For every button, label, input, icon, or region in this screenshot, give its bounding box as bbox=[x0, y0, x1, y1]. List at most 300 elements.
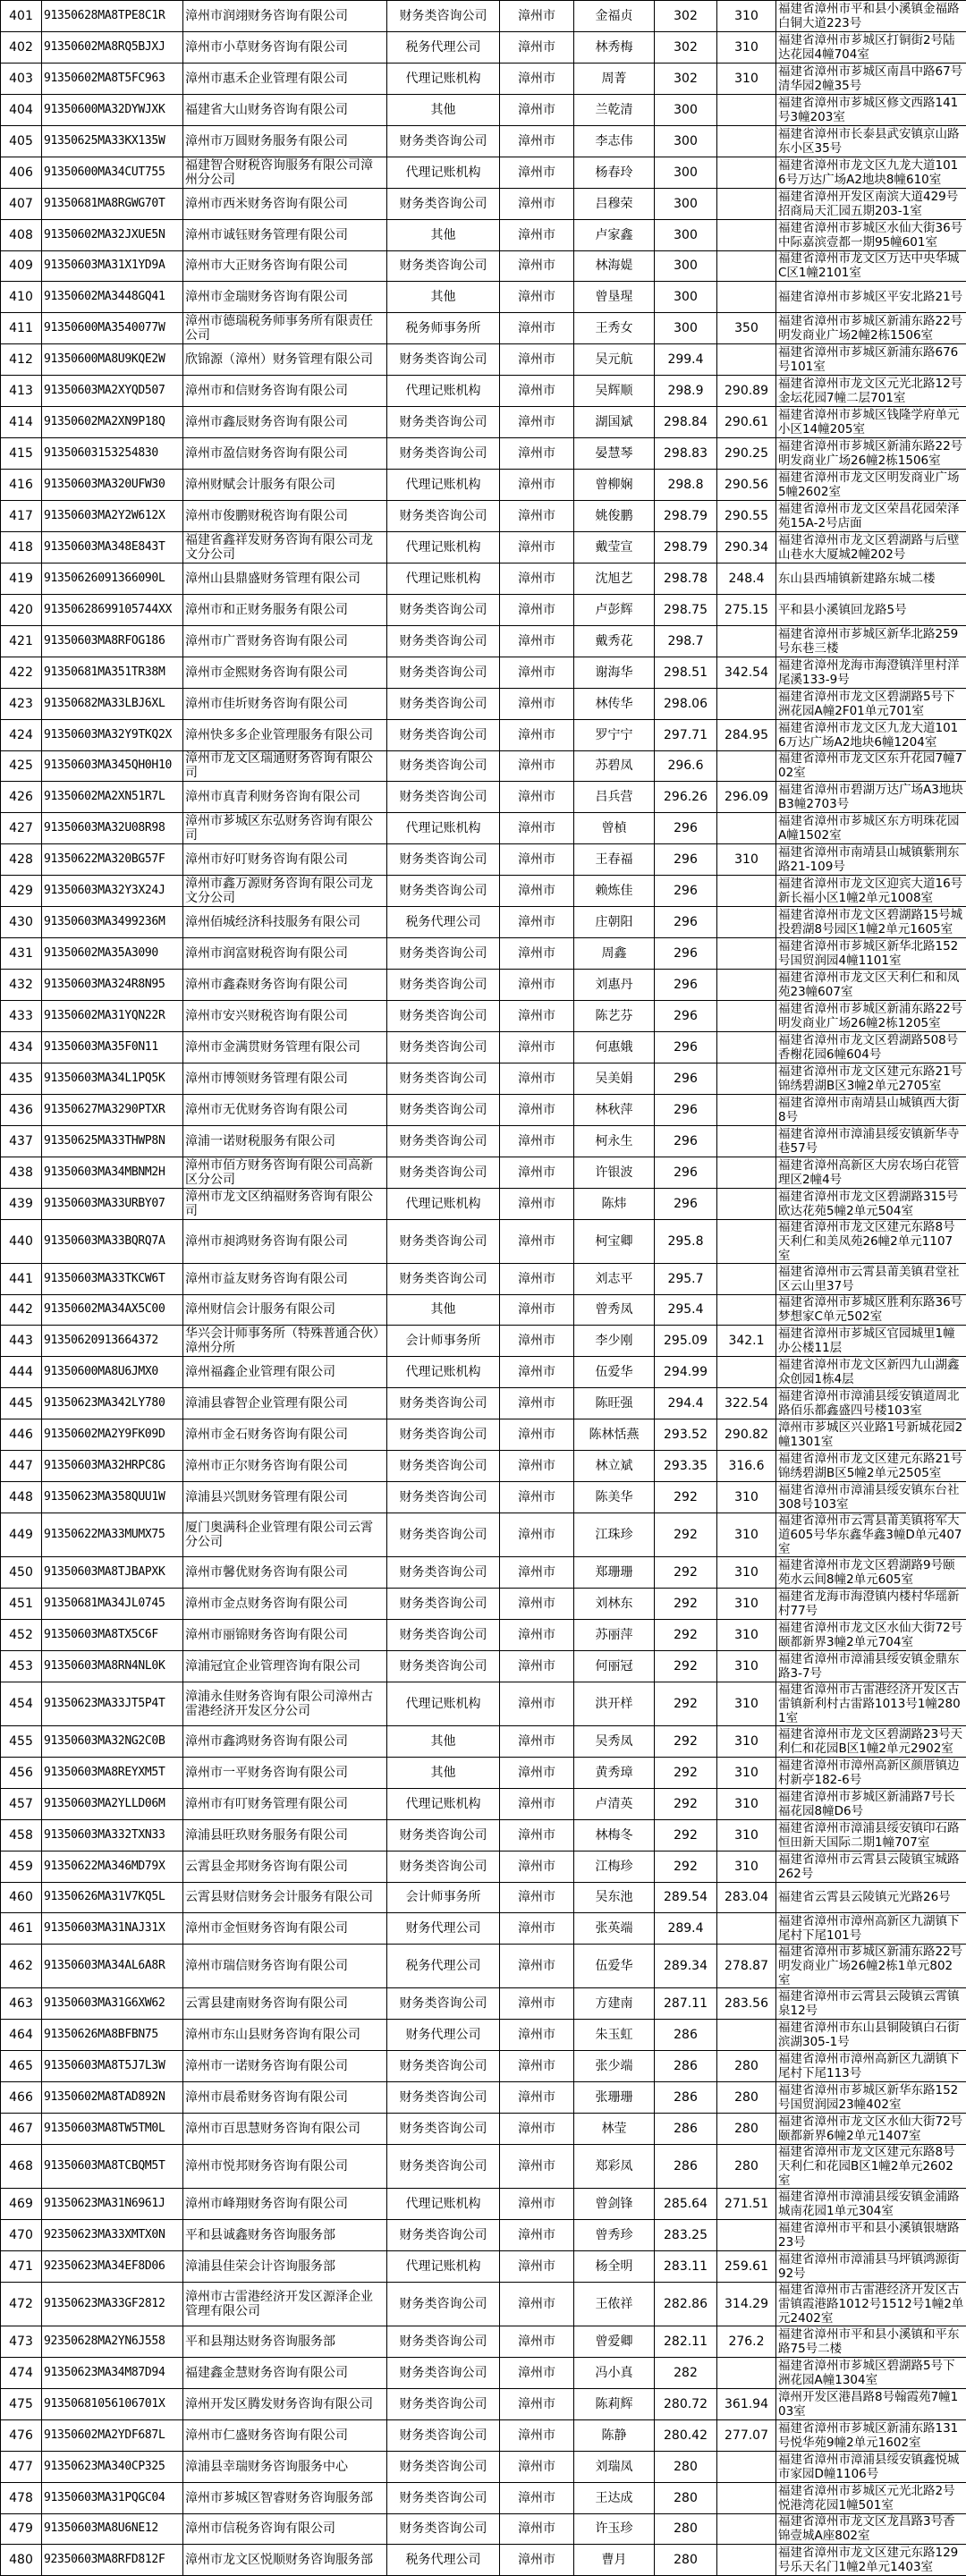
credit-code: 91350627MA3290PTXR bbox=[42, 1094, 183, 1125]
address: 东山县西埔镇新建路东城二楼 bbox=[776, 563, 966, 594]
row-index: 419 bbox=[1, 563, 42, 594]
company-name: 漳州市真青利财务咨询有限公司 bbox=[183, 782, 387, 813]
city: 漳州市 bbox=[500, 250, 574, 282]
city: 漳州市 bbox=[500, 1513, 574, 1557]
company-type: 财务类咨询公司 bbox=[387, 1451, 500, 1482]
company-type: 代理记账机构 bbox=[387, 470, 500, 501]
contact-person: 曾剑锋 bbox=[574, 2189, 655, 2220]
value-b: 310 bbox=[717, 1482, 776, 1513]
company-type: 代理记账机构 bbox=[387, 1788, 500, 1819]
row-index: 412 bbox=[1, 344, 42, 376]
contact-person: 杨春玲 bbox=[574, 157, 655, 188]
value-a: 280 bbox=[655, 2545, 717, 2576]
contact-person: 姚俊鹏 bbox=[574, 501, 655, 532]
table-row bbox=[1, 2282, 966, 2326]
credit-code: 91350603MA34MBNM2H bbox=[42, 1157, 183, 1188]
contact-person: 苏碧凤 bbox=[574, 750, 655, 782]
credit-code: 91350603MA34AL6A8R bbox=[42, 1945, 183, 1988]
credit-code: 91350681MA351TR38M bbox=[42, 657, 183, 688]
credit-code: 91350603MA35F0N11 bbox=[42, 1031, 183, 1063]
contact-person: 陈静 bbox=[574, 2419, 655, 2451]
company-type: 财务类咨询公司 bbox=[387, 501, 500, 532]
contact-person: 张少端 bbox=[574, 2051, 655, 2082]
contact-person: 林立斌 bbox=[574, 1451, 655, 1482]
company-name: 漳州市德瑞税务师事务所有限责任公司 bbox=[183, 313, 387, 344]
row-index: 476 bbox=[1, 2419, 42, 2451]
value-b: 275.15 bbox=[717, 594, 776, 625]
table-row bbox=[1, 1619, 966, 1650]
value-a: 294.99 bbox=[655, 1357, 717, 1388]
row-index: 475 bbox=[1, 2388, 42, 2419]
contact-person: 林传华 bbox=[574, 688, 655, 719]
company-name: 漳州福鑫企业管理有限公司 bbox=[183, 1357, 387, 1388]
address: 福建省漳州市漳浦县绥安镇新华寺巷57号 bbox=[776, 1125, 966, 1157]
row-index: 440 bbox=[1, 1219, 42, 1263]
row-index: 437 bbox=[1, 1125, 42, 1157]
address: 福建省漳州市芗城区新浦东路22号明发商业广场26幢2栋1506室 bbox=[776, 438, 966, 470]
city: 漳州市 bbox=[500, 2051, 574, 2082]
city: 漳州市 bbox=[500, 1757, 574, 1788]
value-b bbox=[717, 1294, 776, 1326]
credit-code: 91350603MA8REYXM5T bbox=[42, 1757, 183, 1788]
credit-code: 91350602MA31YQN22R bbox=[42, 1001, 183, 1032]
city: 漳州市 bbox=[500, 438, 574, 470]
city: 漳州市 bbox=[500, 188, 574, 219]
row-index: 471 bbox=[1, 2250, 42, 2282]
city: 漳州市 bbox=[500, 1031, 574, 1063]
table-row bbox=[1, 1757, 966, 1788]
company-type: 财务类咨询公司 bbox=[387, 2357, 500, 2388]
table-row bbox=[1, 688, 966, 719]
contact-person: 林秋萍 bbox=[574, 1094, 655, 1125]
contact-person: 晏慧琴 bbox=[574, 438, 655, 470]
row-index: 408 bbox=[1, 219, 42, 250]
value-a: 280 bbox=[655, 2513, 717, 2545]
address: 福建省漳州市龙文区水仙大街72号颐都新界3幢2单元704室 bbox=[776, 1619, 966, 1650]
city: 漳州市 bbox=[500, 2114, 574, 2145]
city: 漳州市 bbox=[500, 1650, 574, 1682]
value-b bbox=[717, 219, 776, 250]
company-name: 漳州市龙文区悦顺财务咨询服务部 bbox=[183, 2545, 387, 2576]
value-b: 280 bbox=[717, 2082, 776, 2114]
value-a: 296 bbox=[655, 1063, 717, 1094]
address: 福建省漳州市龙文区碧湖路9号颐苑水云间8幢2单元605室 bbox=[776, 1557, 966, 1589]
company-name: 漳州市一平财务咨询有限公司 bbox=[183, 1757, 387, 1788]
company-type: 财务类咨询公司 bbox=[387, 2114, 500, 2145]
company-name: 漳州市大正财务咨询有限公司 bbox=[183, 250, 387, 282]
credit-code: 92350623MA33XMTX0N bbox=[42, 2220, 183, 2251]
city: 漳州市 bbox=[500, 1219, 574, 1263]
row-index: 472 bbox=[1, 2282, 42, 2326]
contact-person: 张英端 bbox=[574, 1913, 655, 1945]
value-a: 298.06 bbox=[655, 688, 717, 719]
address: 福建省漳州市云霄县云陵镇云霄镇泉12号 bbox=[776, 1988, 966, 2020]
company-type: 代理记账机构 bbox=[387, 813, 500, 844]
company-type: 会计师事务所 bbox=[387, 1882, 500, 1913]
value-a: 292 bbox=[655, 1589, 717, 1620]
table-row bbox=[1, 625, 966, 657]
contact-person: 赖炼佳 bbox=[574, 876, 655, 907]
company-name: 漳州山县鼎盛财务管理有限公司 bbox=[183, 563, 387, 594]
city: 漳州市 bbox=[500, 2451, 574, 2482]
contact-person: 王春福 bbox=[574, 844, 655, 876]
value-a: 294.4 bbox=[655, 1388, 717, 1419]
address: 福建省漳州高新区大房农场白花管理区2幢4号 bbox=[776, 1157, 966, 1188]
value-a: 293.35 bbox=[655, 1451, 717, 1482]
table-row bbox=[1, 2020, 966, 2051]
company-name: 漳州市百思慧财务咨询有限公司 bbox=[183, 2114, 387, 2145]
city: 漳州市 bbox=[500, 2082, 574, 2114]
company-type: 财务类咨询公司 bbox=[387, 125, 500, 157]
row-index: 416 bbox=[1, 470, 42, 501]
company-name: 漳州市鑫辰财务咨询有限公司 bbox=[183, 407, 387, 438]
company-name: 漳州市古雷港经济开发区源泽企业管理有限公司 bbox=[183, 2282, 387, 2326]
credit-code: 91350603MA8RN4NL0K bbox=[42, 1650, 183, 1682]
city: 漳州市 bbox=[500, 1988, 574, 2020]
value-b bbox=[717, 1094, 776, 1125]
address: 平和县小溪镇回龙路5号 bbox=[776, 594, 966, 625]
credit-code: 91350602MA32JXUE5N bbox=[42, 219, 183, 250]
value-b bbox=[717, 2545, 776, 2576]
value-a: 300 bbox=[655, 219, 717, 250]
value-b: 350 bbox=[717, 313, 776, 344]
value-a: 292 bbox=[655, 1619, 717, 1650]
company-type: 其他 bbox=[387, 219, 500, 250]
contact-person: 吕穆荣 bbox=[574, 188, 655, 219]
company-type: 税务代理公司 bbox=[387, 2545, 500, 2576]
address: 福建省漳州市漳浦县绥安镇鑫悦城市家园D幢1106号 bbox=[776, 2451, 966, 2482]
row-index: 404 bbox=[1, 94, 42, 125]
value-b bbox=[717, 750, 776, 782]
address: 福建省漳州市龙文区建元东路129号乐天名门1幢2单元1403室 bbox=[776, 2545, 966, 2576]
credit-code: 91350602MA3448GQ41 bbox=[42, 282, 183, 313]
company-type: 财务类咨询公司 bbox=[387, 1650, 500, 1682]
value-b bbox=[717, 907, 776, 938]
value-a: 280.42 bbox=[655, 2419, 717, 2451]
value-a: 295.8 bbox=[655, 1219, 717, 1263]
value-a: 300 bbox=[655, 188, 717, 219]
value-b: 290.25 bbox=[717, 438, 776, 470]
city: 漳州市 bbox=[500, 970, 574, 1001]
contact-person: 卢家鑫 bbox=[574, 219, 655, 250]
company-name: 云霄县财信财务会计服务有限公司 bbox=[183, 1882, 387, 1913]
table-row bbox=[1, 1157, 966, 1188]
value-b: 316.6 bbox=[717, 1451, 776, 1482]
credit-code: 91350622MA320BG57F bbox=[42, 844, 183, 876]
city: 漳州市 bbox=[500, 2357, 574, 2388]
city: 漳州市 bbox=[500, 813, 574, 844]
table-row bbox=[1, 94, 966, 125]
table-row bbox=[1, 1589, 966, 1620]
credit-code: 91350603MA345QH0H10 bbox=[42, 750, 183, 782]
row-index: 461 bbox=[1, 1913, 42, 1945]
table-row bbox=[1, 2326, 966, 2357]
value-a: 295.09 bbox=[655, 1326, 717, 1357]
company-name: 漳州市瑞信财务咨询有限公司 bbox=[183, 1945, 387, 1988]
row-index: 405 bbox=[1, 125, 42, 157]
company-type: 代理记账机构 bbox=[387, 563, 500, 594]
value-b: 322.54 bbox=[717, 1388, 776, 1419]
credit-code: 91350620913664372 bbox=[42, 1326, 183, 1357]
credit-code: 91350682MA33LBJ6XL bbox=[42, 688, 183, 719]
company-name: 漳州财赋会计服务有限公司 bbox=[183, 470, 387, 501]
value-a: 292 bbox=[655, 1788, 717, 1819]
city: 漳州市 bbox=[500, 594, 574, 625]
company-type: 代理记账机构 bbox=[387, 63, 500, 94]
value-b: 283.04 bbox=[717, 1882, 776, 1913]
value-a: 286 bbox=[655, 2145, 717, 2189]
value-a: 298.84 bbox=[655, 407, 717, 438]
value-b: 310 bbox=[717, 1757, 776, 1788]
company-name: 漳州市信税务咨询有限公司 bbox=[183, 2513, 387, 2545]
city: 漳州市 bbox=[500, 657, 574, 688]
credit-code: 91350603MA2XYQD507 bbox=[42, 376, 183, 407]
address: 福建省漳州开发区南滨大道429号招商局天汇园五期203-1室 bbox=[776, 188, 966, 219]
value-b: 310 bbox=[717, 1851, 776, 1882]
value-a: 292 bbox=[655, 1650, 717, 1682]
value-b: 277.07 bbox=[717, 2419, 776, 2451]
value-a: 298.51 bbox=[655, 657, 717, 688]
company-name: 漳州市和信财务咨询有限公司 bbox=[183, 376, 387, 407]
contact-person: 吴美娟 bbox=[574, 1063, 655, 1094]
contact-person: 陈艺芬 bbox=[574, 1001, 655, 1032]
credit-code: 91350603MA32HRPC8G bbox=[42, 1451, 183, 1482]
address: 福建省漳州市漳浦县绥安镇印石路恒田新天国际二期1幢707室 bbox=[776, 1819, 966, 1851]
value-a: 298.78 bbox=[655, 563, 717, 594]
row-index: 418 bbox=[1, 531, 42, 563]
address: 福建省漳州市南靖县山城镇西大街8号 bbox=[776, 1094, 966, 1125]
value-a: 280.72 bbox=[655, 2388, 717, 2419]
address: 福建省漳州市龙文区迎宾大道16号新长福小区1幢2单元1008室 bbox=[776, 876, 966, 907]
company-type: 代理记账机构 bbox=[387, 2250, 500, 2282]
credit-code: 91350623MA33GF2812 bbox=[42, 2282, 183, 2326]
company-name: 漳州市正尔财务咨询有限公司 bbox=[183, 1451, 387, 1482]
table-row bbox=[1, 250, 966, 282]
table-row bbox=[1, 1451, 966, 1482]
company-type: 财务类咨询公司 bbox=[387, 1125, 500, 1157]
value-b bbox=[717, 2451, 776, 2482]
address: 福建省漳州市龙文区天利仁和和凤苑23幢607室 bbox=[776, 970, 966, 1001]
company-type: 代理记账机构 bbox=[387, 157, 500, 188]
contact-person: 刘林东 bbox=[574, 1589, 655, 1620]
city: 漳州市 bbox=[500, 501, 574, 532]
city: 漳州市 bbox=[500, 782, 574, 813]
credit-code: 91350603MA8TX5C6F bbox=[42, 1619, 183, 1650]
value-b: 310 bbox=[717, 1, 776, 32]
company-name: 漳浦县旺玖财务服务有限公司 bbox=[183, 1819, 387, 1851]
table-row bbox=[1, 1513, 966, 1557]
city: 漳州市 bbox=[500, 1063, 574, 1094]
city: 漳州市 bbox=[500, 750, 574, 782]
value-a: 302 bbox=[655, 63, 717, 94]
contact-person: 冯小真 bbox=[574, 2357, 655, 2388]
city: 漳州市 bbox=[500, 2482, 574, 2513]
address: 福建省漳州市龙文区荣昌花园荣泽苑15A-2号店面 bbox=[776, 501, 966, 532]
company-type: 财务类咨询公司 bbox=[387, 2051, 500, 2082]
contact-person: 陈林恬燕 bbox=[574, 1419, 655, 1451]
address: 福建省漳州市芗城区新浦东路131号悦华苑9幢2单元1602室 bbox=[776, 2419, 966, 2451]
company-type: 财务类咨询公司 bbox=[387, 2082, 500, 2114]
value-b: 310 bbox=[717, 1619, 776, 1650]
row-index: 464 bbox=[1, 2020, 42, 2051]
company-type: 财务类咨询公司 bbox=[387, 1819, 500, 1851]
table-row bbox=[1, 594, 966, 625]
company-type: 财务类咨询公司 bbox=[387, 970, 500, 1001]
table-row bbox=[1, 2357, 966, 2388]
value-a: 296 bbox=[655, 1001, 717, 1032]
table-row bbox=[1, 188, 966, 219]
company-name: 漳州市昶鸿财务咨询有限公司 bbox=[183, 1219, 387, 1263]
row-index: 410 bbox=[1, 282, 42, 313]
company-type: 财务类咨询公司 bbox=[387, 1513, 500, 1557]
table-row bbox=[1, 970, 966, 1001]
credit-code: 91350626MA8BFBN75 bbox=[42, 2020, 183, 2051]
table-row bbox=[1, 813, 966, 844]
table-row bbox=[1, 750, 966, 782]
table-row bbox=[1, 2250, 966, 2282]
table-row bbox=[1, 844, 966, 876]
value-a: 283.11 bbox=[655, 2250, 717, 2282]
value-a: 299.4 bbox=[655, 344, 717, 376]
value-a: 298.75 bbox=[655, 594, 717, 625]
address: 福建省漳州市芗城区东方明珠花园A幢1502室 bbox=[776, 813, 966, 844]
address: 福建省漳州市龙文区碧湖路15号城投碧湖8号园区1幢2单元1605室 bbox=[776, 907, 966, 938]
table-row bbox=[1, 2545, 966, 2576]
value-b: 310 bbox=[717, 1589, 776, 1620]
table-row bbox=[1, 63, 966, 94]
credit-code: 91350628MA8TPE8C1R bbox=[42, 1, 183, 32]
value-b bbox=[717, 1157, 776, 1188]
address: 福建省漳州市云霄县莆美镇君堂社区云山里37号 bbox=[776, 1263, 966, 1294]
company-type: 财务类咨询公司 bbox=[387, 1619, 500, 1650]
company-type: 财务类咨询公司 bbox=[387, 1063, 500, 1094]
value-a: 296 bbox=[655, 876, 717, 907]
table-row bbox=[1, 1063, 966, 1094]
company-name: 福建智合财税咨询服务有限公司漳州分公司 bbox=[183, 157, 387, 188]
value-b bbox=[717, 282, 776, 313]
city: 漳州市 bbox=[500, 1557, 574, 1589]
credit-code: 91350603MA320UFW30 bbox=[42, 470, 183, 501]
table-row bbox=[1, 1326, 966, 1357]
value-b bbox=[717, 1001, 776, 1032]
value-b bbox=[717, 1219, 776, 1263]
city: 漳州市 bbox=[500, 1482, 574, 1513]
row-index: 438 bbox=[1, 1157, 42, 1188]
credit-code: 91350600MA8U9KQE2W bbox=[42, 344, 183, 376]
value-b: 271.51 bbox=[717, 2189, 776, 2220]
contact-person: 曹月 bbox=[574, 2545, 655, 2576]
value-b: 342.1 bbox=[717, 1326, 776, 1357]
value-b: 310 bbox=[717, 844, 776, 876]
row-index: 445 bbox=[1, 1388, 42, 1419]
table-row bbox=[1, 2513, 966, 2545]
city: 漳州市 bbox=[500, 844, 574, 876]
value-a: 285.64 bbox=[655, 2189, 717, 2220]
value-b: 361.94 bbox=[717, 2388, 776, 2419]
city: 漳州市 bbox=[500, 2326, 574, 2357]
city: 漳州市 bbox=[500, 2145, 574, 2189]
value-b bbox=[717, 1357, 776, 1388]
row-index: 452 bbox=[1, 1619, 42, 1650]
value-a: 296 bbox=[655, 1157, 717, 1188]
value-b: 259.61 bbox=[717, 2250, 776, 2282]
address: 福建省漳州市芗城区新浦东路22号明发商业广场26幢2栋1单元802室 bbox=[776, 1945, 966, 1988]
value-a: 282 bbox=[655, 2357, 717, 2388]
company-type: 财务类咨询公司 bbox=[387, 2220, 500, 2251]
table-row bbox=[1, 1557, 966, 1589]
credit-code: 91350603MA31PQGC04 bbox=[42, 2482, 183, 2513]
credit-code: 91350602MA2YDF687L bbox=[42, 2419, 183, 2451]
contact-person: 伍爱华 bbox=[574, 1357, 655, 1388]
value-a: 287.11 bbox=[655, 1988, 717, 2020]
table-row bbox=[1, 2419, 966, 2451]
company-type: 财务类咨询公司 bbox=[387, 2388, 500, 2419]
table-body bbox=[1, 1, 966, 2576]
address: 福建省漳州市龙文区万达中央华城C区1幢2101室 bbox=[776, 250, 966, 282]
address: 福建省漳州市东山县铜陵镇白石街滨湖305-1号 bbox=[776, 2020, 966, 2051]
value-b bbox=[717, 2482, 776, 2513]
credit-code: 91350602MA8T5FC963 bbox=[42, 63, 183, 94]
company-type: 其他 bbox=[387, 1725, 500, 1757]
value-b bbox=[717, 344, 776, 376]
credit-code: 91350603MA31G6XW62 bbox=[42, 1988, 183, 2020]
contact-person: 刘瑞凤 bbox=[574, 2451, 655, 2482]
table-row bbox=[1, 876, 966, 907]
company-type: 财务类咨询公司 bbox=[387, 1, 500, 32]
company-type: 财务类咨询公司 bbox=[387, 2282, 500, 2326]
value-b: 283.56 bbox=[717, 1988, 776, 2020]
value-b bbox=[717, 2020, 776, 2051]
credit-code: 92350623MA34EF8D06 bbox=[42, 2250, 183, 2282]
credit-code: 91350623MA342LY780 bbox=[42, 1388, 183, 1419]
credit-code: 91350681MA8RGWG70T bbox=[42, 188, 183, 219]
city: 漳州市 bbox=[500, 31, 574, 63]
company-type: 财务类咨询公司 bbox=[387, 1094, 500, 1125]
value-b: 342.54 bbox=[717, 657, 776, 688]
address: 福建省漳州市古雷港经济开发区古雷镇霞港路1012号1512号1幢2单元2402室 bbox=[776, 2282, 966, 2326]
contact-person: 吴辉顺 bbox=[574, 376, 655, 407]
city: 漳州市 bbox=[500, 876, 574, 907]
credit-code: 91350622MA33MUMX75 bbox=[42, 1513, 183, 1557]
credit-code: 91350603MA32NG2C0B bbox=[42, 1725, 183, 1757]
company-name: 漳浦县幸瑞财务咨询服务中心 bbox=[183, 2451, 387, 2482]
row-index: 444 bbox=[1, 1357, 42, 1388]
contact-person: 伍爱华 bbox=[574, 1945, 655, 1988]
value-b bbox=[717, 2513, 776, 2545]
company-name: 漳州市馨优财务咨询有限公司 bbox=[183, 1557, 387, 1589]
table-row bbox=[1, 2114, 966, 2145]
row-index: 421 bbox=[1, 625, 42, 657]
value-a: 300 bbox=[655, 157, 717, 188]
row-index: 409 bbox=[1, 250, 42, 282]
address: 福建省漳州市平和县小溪镇和平东路75号二楼 bbox=[776, 2326, 966, 2357]
table-row bbox=[1, 470, 966, 501]
credit-code: 91350623MA340CP325 bbox=[42, 2451, 183, 2482]
address: 福建省漳州市芗城区打铜街2号陆达花园4幢704室 bbox=[776, 31, 966, 63]
company-name: 漳州市广晋财务咨询有限公司 bbox=[183, 625, 387, 657]
company-type: 代理记账机构 bbox=[387, 376, 500, 407]
value-b bbox=[717, 2357, 776, 2388]
company-type: 其他 bbox=[387, 1757, 500, 1788]
address: 福建省漳州市芗城区水仙大街36号中际嘉滨壹都一期95幢601室 bbox=[776, 219, 966, 250]
credit-code: 91350623MA33JT5P4T bbox=[42, 1682, 183, 1725]
contact-person: 吕兵营 bbox=[574, 782, 655, 813]
credit-code: 91350600MA8U6JMX0 bbox=[42, 1357, 183, 1388]
value-a: 292 bbox=[655, 1557, 717, 1589]
city: 漳州市 bbox=[500, 1725, 574, 1757]
value-a: 296 bbox=[655, 907, 717, 938]
value-b: 310 bbox=[717, 1650, 776, 1682]
